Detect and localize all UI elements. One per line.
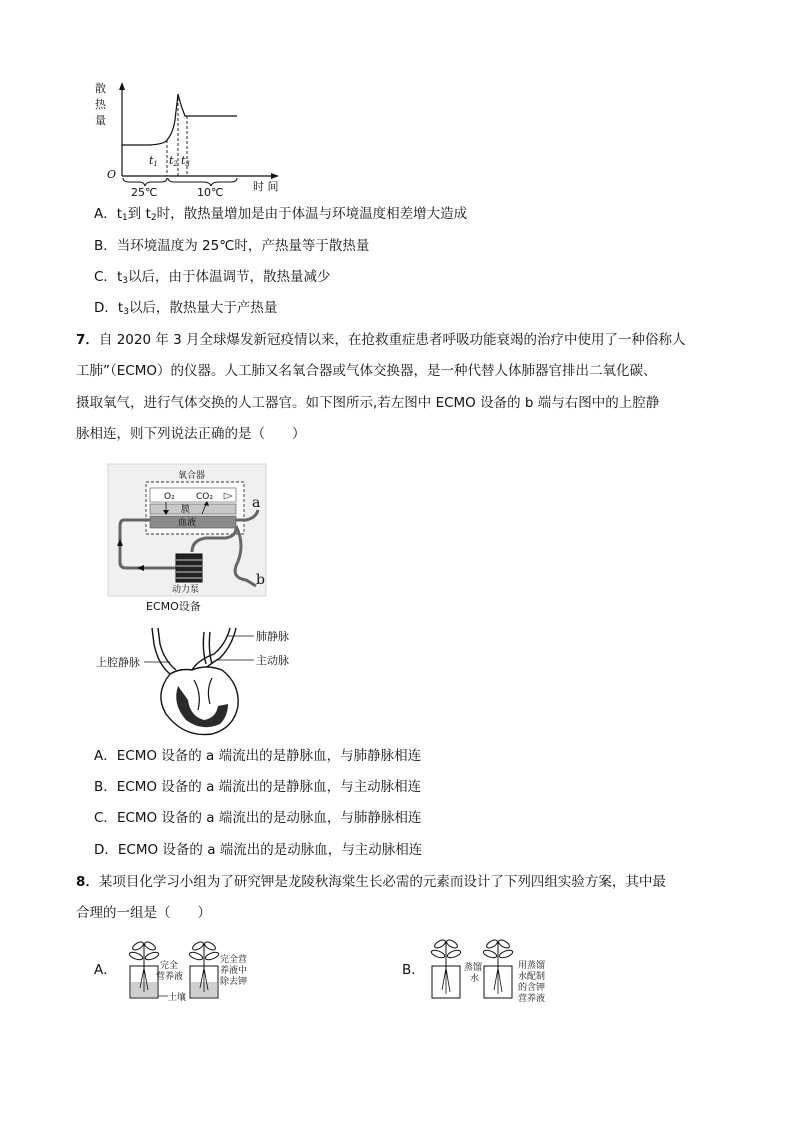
heart-label-sup-vena-cava: 上腔静脉	[96, 656, 140, 669]
q8-option-a-letter[interactable]: A．	[94, 962, 117, 978]
q8-b-label-2b: 水配制	[518, 972, 546, 982]
graph-ylabel-3: 量	[95, 114, 106, 127]
q8-b-label-2a: 用蒸馏	[518, 961, 546, 971]
graph-temp-right: 10℃	[197, 186, 224, 198]
plant-3	[430, 938, 461, 998]
graph-xlabel: 时 间	[253, 180, 279, 193]
heart-label-pulmonary-vein: 肺静脉	[256, 630, 289, 643]
q8-a-label-2b: 养液中	[220, 966, 248, 976]
q7-option-c[interactable]: C．ECMO 设备的 a 端流出的是动脉血，与肺静脉相连	[94, 810, 422, 826]
q8-option-b-letter[interactable]: B．	[402, 962, 425, 978]
q8-a-soil: 土壤	[168, 993, 187, 1003]
q8-a-label-2a: 完全营	[220, 955, 248, 965]
ecmo-caption: ECMO设备	[146, 600, 201, 613]
ecmo-blood: 血液	[178, 518, 197, 528]
graph-t3: t3	[181, 154, 190, 168]
heart-diagram	[94, 624, 304, 742]
q8-b-label-1b: 水	[470, 974, 480, 984]
plant-2	[188, 940, 219, 998]
q7-option-d[interactable]: D．ECMO 设备的 a 端流出的是动脉血，与主动脉相连	[94, 842, 423, 858]
graph-temp-left: 25℃	[131, 186, 158, 198]
q7-stem-line-2: 工肺”（ECMO）的仪器。人工肺又名氧合器或气体交换器，是一种代替人体肺器官排出二氧化碳、	[76, 363, 657, 379]
q6-option-a[interactable]: A．$t_1$到 $t_2$时，散热量增加是由于体温与环境温度相差增大造成	[94, 206, 468, 223]
ecmo-diagram	[106, 462, 286, 614]
q8-number: 8．	[76, 874, 99, 890]
graph-ylabel-2: 热	[95, 98, 106, 111]
heat-dissipation-graph	[95, 78, 295, 198]
graph-ylabel-1: 散	[95, 82, 106, 95]
ecmo-o2: O₂	[164, 492, 175, 502]
graph-origin: O	[107, 168, 117, 181]
q8-a-label-1a: 完全	[160, 961, 179, 971]
q6-option-c[interactable]: C．$t_3$以后，由于体温调节，散热量减少	[94, 269, 331, 286]
ecmo-pump-label: 动力泵	[172, 585, 200, 595]
ecmo-membrane: 膜	[181, 505, 191, 515]
q7-stem-line-4: 脉相连，则下列说法正确的是（ ）	[76, 426, 306, 442]
q8-option-a-figure[interactable]	[124, 938, 260, 1004]
ecmo-oxygenator-label: 氧合器	[178, 471, 206, 481]
q7-stem-line-3: 摄取氧气，进行气体交换的人工器官。如下图所示,若左图中 ECMO 设备的 b 端与右图中的上腔静	[76, 395, 660, 411]
graph-t2: t2	[169, 154, 178, 168]
plant-4	[482, 938, 513, 998]
q8-option-b-figure[interactable]	[430, 934, 560, 1004]
q8-a-label-1b: 营养液	[156, 972, 184, 982]
ecmo-co2: CO₂	[196, 492, 213, 502]
q7-stem-line-1: 7．自 2020 年 3 月全球爆发新冠疫情以来，在抢救重症患者呼吸功能衰竭的治疗中使用了一种俗称人	[76, 332, 686, 348]
q8-b-label-2d: 营养液	[518, 994, 546, 1004]
q8-a-label-2c: 除去钾	[220, 977, 248, 987]
q7-number: 7．	[76, 332, 99, 348]
graph-t1: t1	[149, 154, 158, 168]
q8-b-label-1a: 蒸馏	[464, 963, 483, 973]
q7-option-a[interactable]: A．ECMO 设备的 a 端流出的是静脉血，与肺静脉相连	[94, 748, 422, 764]
q6-option-d[interactable]: D．$t_3$以后，散热量大于产热量	[94, 300, 278, 317]
q8-stem-line-1: 8．某项目化学习小组为了研究钾是龙陵秋海棠生长必需的元素而设计了下列四组实验方案，其中最	[76, 874, 666, 890]
plant-1	[128, 940, 159, 998]
q6-option-b[interactable]: B．当环境温度为 25℃时，产热量等于散热量	[94, 238, 370, 254]
heart-label-aorta: 主动脉	[256, 654, 289, 667]
q7-option-b[interactable]: B．ECMO 设备的 a 端流出的是静脉血，与主动脉相连	[94, 779, 422, 795]
q8-b-label-2c: 的含钾	[518, 983, 546, 993]
ecmo-label-a: a	[252, 495, 261, 511]
q8-stem-line-2: 合理的一组是（ ）	[76, 905, 211, 921]
graph-curve	[122, 94, 237, 145]
ecmo-label-b: b	[256, 572, 265, 588]
